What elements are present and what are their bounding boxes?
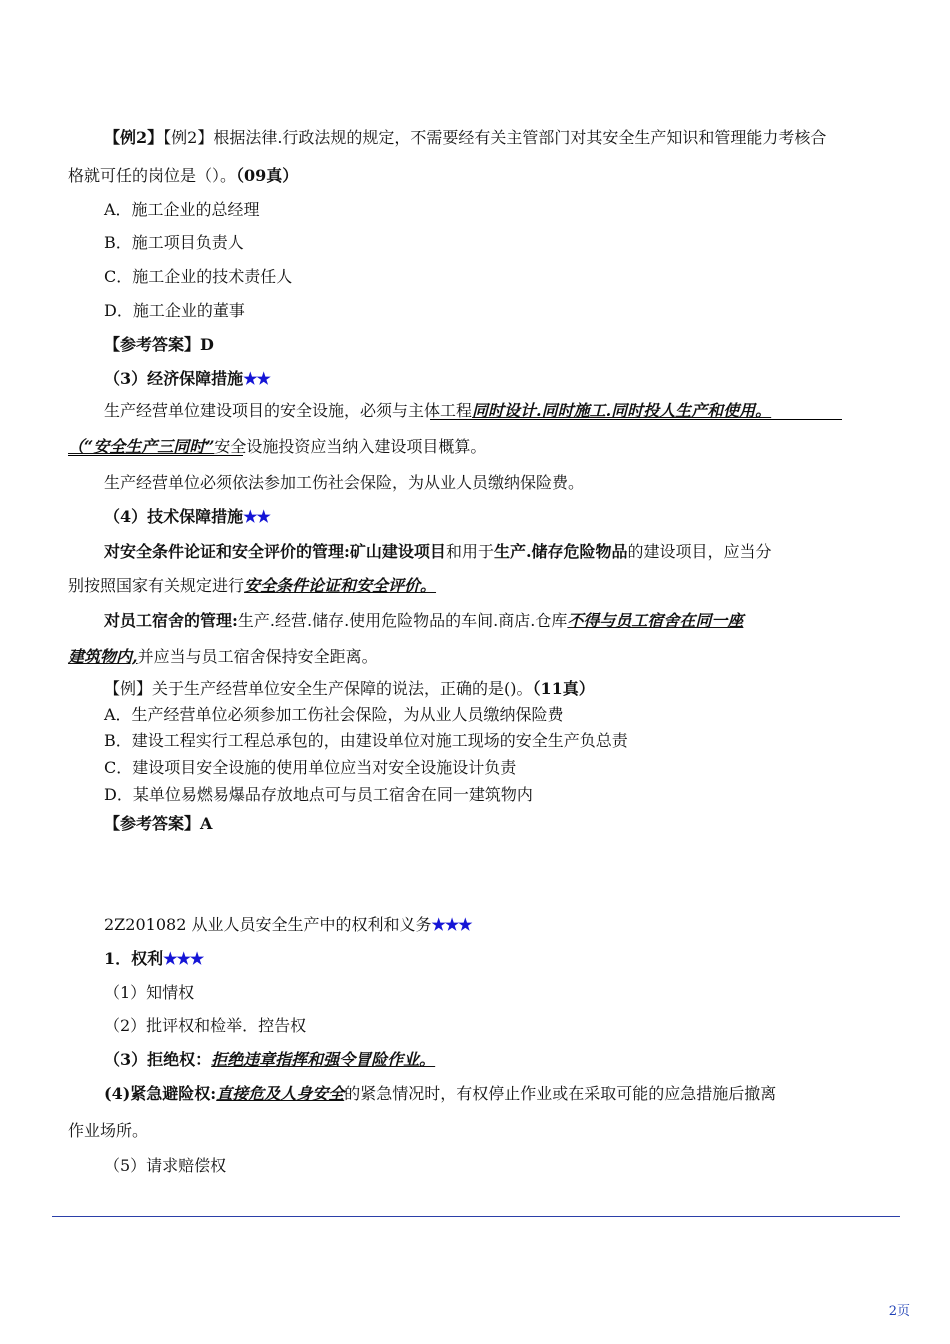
right-2: （2）批评权和检举．控告权 xyxy=(104,1016,307,1035)
example3-option-d: D．某单位易燃易爆品存放地点可与员工宿舍在同一建筑物内 xyxy=(104,785,533,804)
example2-answer: 【参考答案】D xyxy=(104,335,214,354)
example3-option-c: C．建设项目安全设施的使用单位应当对安全设施设计负责 xyxy=(104,758,517,777)
example2-option-a: A．施工企业的总经理 xyxy=(104,200,260,219)
section4-p1-line2: 别按照国家有关规定进行安全条件论证和安全评价。 xyxy=(68,576,437,595)
section4-p1-line1: 对安全条件论证和安全评价的管理:矿山建设项目和用于生产.储存危险物品的建设项目，应当分 xyxy=(104,542,772,561)
star-icon: ★★ xyxy=(243,507,270,526)
example2-option-d: D．施工企业的董事 xyxy=(104,301,245,320)
example3-answer: 【参考答案】A xyxy=(104,814,213,833)
example3-option-a: A．生产经营单位必须参加工伤社会保险，为从业人员缴纳保险费 xyxy=(104,705,564,724)
example3-option-b: B．建设工程实行工程总承包的，由建设单位对施工现场的安全生产负总责 xyxy=(104,731,628,750)
right-1: （1）知情权 xyxy=(104,983,195,1002)
example3-stem: 【例】关于生产经营单位安全生产保障的说法，正确的是()。（11真） xyxy=(104,679,595,698)
example2-option-c: C．施工企业的技术责任人 xyxy=(104,267,293,286)
example2-option-b: B．施工项目负责人 xyxy=(104,233,244,252)
star-icon: ★★★ xyxy=(163,949,204,968)
section3-p2: （“安全生产三同时”安全设施投资应当纳入建设项目概算。 xyxy=(68,437,487,456)
underline-rule xyxy=(430,419,842,420)
star-icon: ★★ xyxy=(243,369,270,388)
section4-heading: （4）技术保障措施★★ xyxy=(104,507,270,526)
footer-rule xyxy=(52,1216,900,1217)
section-2z201082-title: 2Z201082 从业人员安全生产中的权利和义务★★★ xyxy=(104,915,472,934)
example2-stem-line1: 【例2】【例2】根据法律.行政法规的规定，不需要经有关主管部门对其安全生产知识和管理能力考核合 xyxy=(104,128,827,147)
rights-heading: 1．权利★★★ xyxy=(104,949,204,968)
section3-heading: （3）经济保障措施★★ xyxy=(104,369,270,388)
star-icon: ★★★ xyxy=(431,915,472,934)
right-4-line1: (4)紧急避险权:直接危及人身安全的紧急情况时，有权停止作业或在采取可能的应急措施后撤离 xyxy=(104,1084,777,1103)
section4-p2-line2: 建筑物内,并应当与员工宿舍保持安全距离。 xyxy=(68,647,378,666)
page-number: 2页 xyxy=(888,1304,910,1319)
section4-p2-line1: 对员工宿舍的管理:生产.经营.储存.使用危险物品的车间.商店.仓库不得与员工宿舍在同一座 xyxy=(104,611,744,630)
right-4-line2: 作业场所。 xyxy=(68,1121,149,1140)
example2-stem-line2: 格就可任的岗位是（）。（09真） xyxy=(68,166,299,185)
section3-p1: 生产经营单位建设项目的安全设施，必须与主体工程同时设计.同时施工.同时投人生产和使用。 xyxy=(104,401,772,420)
underline-rule xyxy=(68,455,243,456)
right-3: （3）拒绝权：拒绝违章指挥和强令冒险作业。 xyxy=(104,1050,436,1069)
right-5: （5）请求赔偿权 xyxy=(104,1156,227,1175)
section3-p3: 生产经营单位必须依法参加工伤社会保险，为从业人员缴纳保险费。 xyxy=(104,473,585,492)
